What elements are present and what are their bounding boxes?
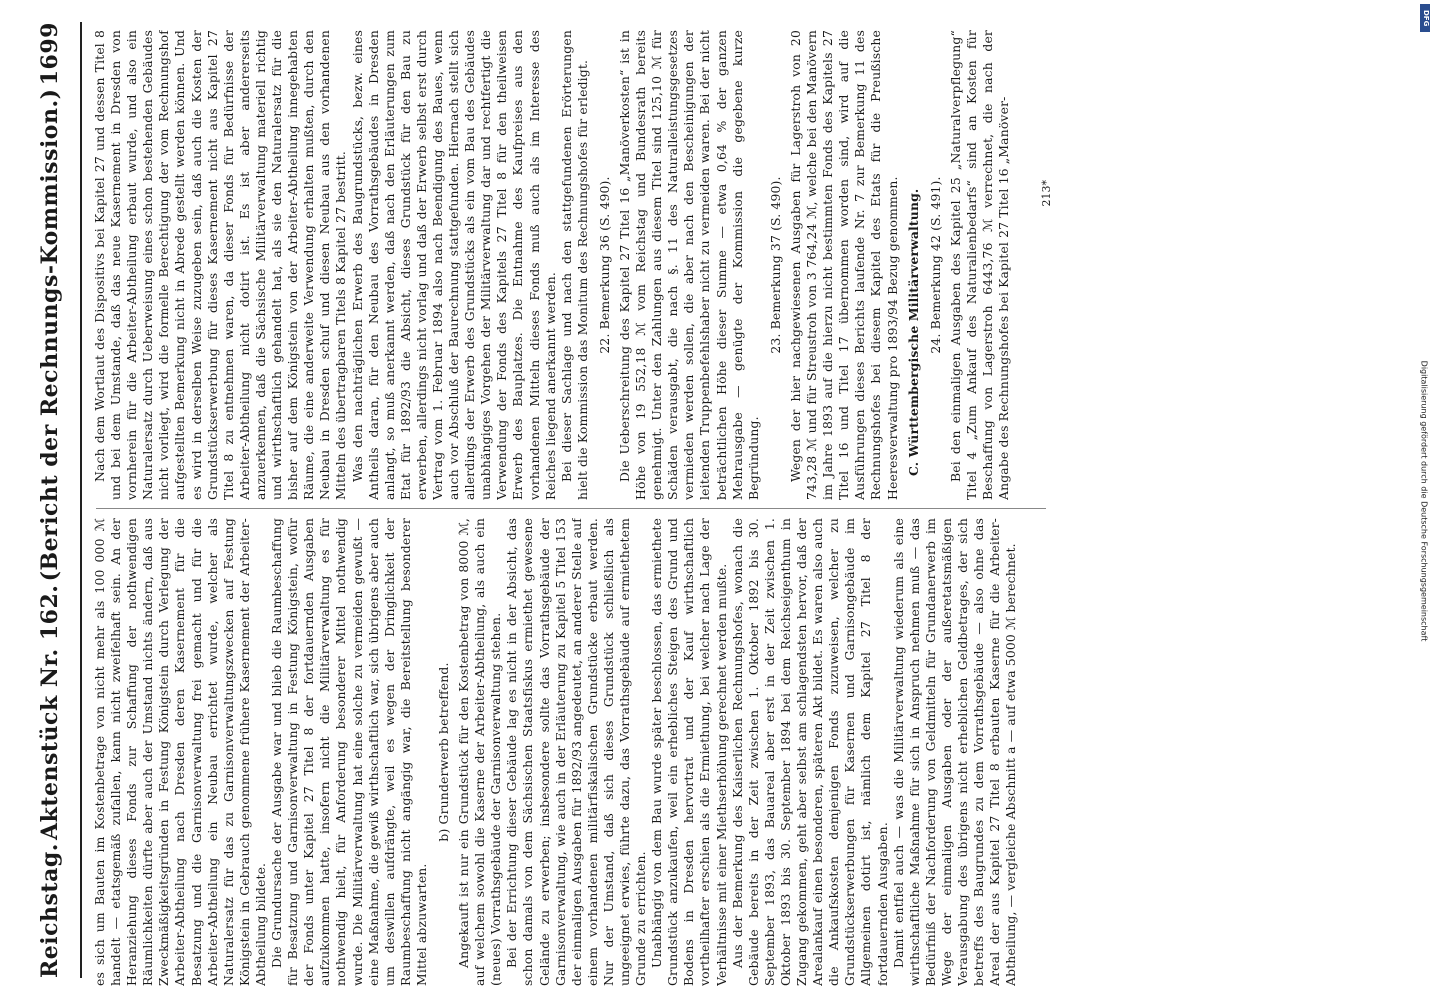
remark-22-heading: 22. Bemerkung 36 (S. 490). (596, 176, 612, 354)
digitization-stamp (1418, 6, 1430, 996)
header-rule (80, 22, 82, 978)
remark-23-heading: 23. Bemerkung 37 (S. 490). (767, 176, 783, 354)
left-paragraph-1: es sich um Bauten im Kostenbetrage von nicht mehr als 100 000 ℳ handelt — etatsgemäß zufallen, kann nicht zweifelhaft sein. An der Heranziehung dieses Fonds zur Schaffung der nothwendigen Räumlichkeiten dürfte aber auch der Umstand nichts ändern, daß aus Zweckmäßigkeitsgründen in Festung Königstein durch Verlegung der Arbeiter-Abtheilung nach Dresden deren Kasernement für die Besatzung und die Garnisonverwaltung frei gemacht und für die Arbeiter-Abtheilung ein Neubau errichtet wurde, welcher als Naturalersatz für das zu Garnisonverwaltungszwecken auf Festung Königstein in Gebrauch genommene frühere Kasernement der Arbeiter-Abtheilung bildete. (92, 518, 268, 986)
left-paragraph-6: Aus der Bemerkung des Kaiserlichen Rechnungshofes, wonach die Gebäude bereits in der Zeit zwischen 1. Oktober 1892 bis 30. September 1893, das Bauareal aber erst in der Zeit zwischen 1. Oktober 1893 bis 30. September 1894 bei dem Reichseigenthum in Zugang gekommen, geht aber selbst am schlagendsten hervor, daß der Arealankauf einen besonderen, späteren Akt bildet. Es waren also auch die Ankaufskosten demjenigen Fonds zuzuweisen, welcher zu Grundstückserwerbungen für Kasernen und Garnisongebäude im Allgemeinen dotirt ist, nämlich dem Kapitel 27 Titel 8 der fortdauernden Ausgaben. (729, 518, 890, 986)
left-paragraph-5: Unabhängig von dem Bau wurde später beschlossen, das ermiethete Grundstück anzukaufen, weil ein erhebliches Steigen des Grund und Bodens in Dresden hervortrat und der Kauf wirthschaftlich vortheilhafter erschien als die Ermiethung, bei welcher nach Lage der Verhältnisse mit einer Miethserhöhung gerechnet werden mußte. (649, 518, 729, 986)
right-paragraph-6: Bei den einmaligen Ausgaben des Kapitel 25 „Naturalverpflegung“ Titel 4 „Zum Ankauf des Naturalienbedarfs“ sind an Kosten für Beschaffung von Lagerstroh 6443,76 ℳ verrechnet, die nach der Angabe des Rechnungshofes bei Kapitel 27 Titel 16 „Manöver- (947, 30, 1012, 500)
header-document-number: Aktenstück Nr. 162. (37, 584, 63, 840)
remark-24-heading: 24. Bemerkung 42 (S. 491). (927, 176, 943, 354)
left-text-column (92, 518, 1052, 986)
left-paragraph-2: Die Grundursache der Ausgabe war und blieb die Raumbeschaffung für Besatzung und Garnisonverwaltung in Festung Königstein, wofür der Fonds unter Kapitel 27 Titel 8 der fortdauernden Ausgaben aufzukommen hatte, insofern nicht die Militärverwaltung es für nothwendig hielt, für Anforderung besonderer Mittel nothwendig wurde. Die Militärverwaltung hat eine solche zu vermeiden gewußt — eine Maßnahme, die gewiß wirthschaftlich war, sich übrigens aber auch um deswillen aufdrängte, weil es wegen der Dringlichkeit der Raumbeschaffung nicht angängig war, die Bereitstellung besonderer Mittel abzuwarten. (269, 518, 429, 986)
header-report-title: (Bericht der Rechnungs-Kommission.) (37, 88, 63, 582)
digitization-stamp-text: Digitalisierung gefördert durch die Deutsche Forschungsgemeinschaft (1419, 360, 1429, 642)
left-paragraph-3: Angekauft ist nur ein Grundstück für den Kostenbetrag von 8000 ℳ, auf welchem sowohl die Kaserne der Arbeiter-Abtheilung, als auch ein (neues) Vorrathsgebäude der Garnisonverwaltung stehen. (456, 518, 504, 986)
header-left-reichstag: Reichstag. (37, 843, 63, 978)
right-text-column (92, 30, 1052, 500)
section-c-heading: C. Württembergische Militärverwaltung. (905, 188, 921, 476)
page-header (30, 22, 70, 978)
left-paragraph-7: Damit entfiel auch — was die Militärverwaltung wiederum als eine wirthschaftliche Maßnahme für sich in Anspruch nehmen muß — das Bedürfniß der Nachforderung von Geldmitteln für Grundanerwerb im Wege der einmaligen Ausgaben oder der außeretatsmäßigen Verausgabung des übrigens nicht erheblichen Geldbetrages, der sich betreffs des Baugrundes zu dem Vorrathsgebäude — also ohne das Areal der aus Kapitel 27 Titel 8 erbauten Kaserne für die Arbeiter-Abtheilung, — vergleiche Abschnitt a — auf etwa 5000 ℳ berechnet. (890, 518, 1019, 986)
right-paragraph-2: Was den nachträglichen Erwerb des Baugrundstücks, bezw. eines Antheils daran, für den Neubau des Vorrathsgebäudes in Dresden anlangt, so muß anerkannt werden, daß nach den Erläuterungen zum Etat für 1892/93 die Absicht, dieses Grundstück für den Bau zu erwerben, allerdings nicht vorlag und daß der Erwerb selbst erst durch Vertrag vom 1. Februar 1894 also nach Beendigung des Baues, wenn auch vor Abschluß der Baurechnung stattgefunden. Hiernach stellt sich allerdings der Erwerb des Grundstücks als ein vom Bau des Gebäudes unabhängiges Vorgehen der Militärverwaltung dar und rechtfertigt die Verwendung der Fonds des Kapitels 27 Titel 8 für den theilweisen Erwerb des Bauplatzes. Die Entnahme des Kaufpreises aus den vorhandenen Mitteln dieses Fonds muß auch als im Interesse des Reiches liegend anerkannt werden. (349, 30, 558, 500)
signature-mark: 213* (1040, 180, 1053, 207)
left-paragraph-4: Bei der Errichtung dieser Gebäude lag es nicht in der Absicht, das schon damals von dem Sächsischen Staatsfiskus ermiethet gewesene Gelände zu erwerben; insbesondere sollte das Vorrathsgebäude der Garnisonverwaltung, wie auch in der Erläuterung zu Kapitel 5 Titel 153 der einmaligen Ausgaben für 1892/93 angedeutet, an anderer Stelle auf einem vorhandenen militärfiskalischen Grundstücke erbaut werden. Nur der Umstand, daß sich dieses Grundstück schließlich als ungeeignet erwies, führte dazu, das Vorrathsgebäude auf ermiethetem Grunde zu errichten. (504, 518, 649, 986)
right-paragraph-4: Die Ueberschreitung des Kapitel 27 Titel 16 „Manöverkosten“ ist in Höhe von 19 552,18 ℳ vom Reichstag und Bundesrath bereits genehmigt. Unter den Zahlungen aus diesem Titel sind 125,10 ℳ für Schäden verausgabt, die nach §. 11 des Naturalleistungsgesetzes vermieden werden sollen, die aber nach den Bescheinigungen der leitenden Truppenbefehlshaber nicht zu vermeiden waren. Bei der nicht beträchtlichen Höhe dieser Summe — etwa 0,64 % der ganzen Mehrausgabe — genügte der Kommission die gegebene kurze Begründung. (617, 30, 761, 500)
page-number: 1699 (37, 22, 63, 86)
column-divider (96, 508, 1046, 509)
dfg-logo: DFG (1420, 4, 1430, 32)
right-paragraph-5: Wegen der hier nachgewiesenen Ausgaben für Lagerstroh von 20 743,28 ℳ und für Streustroh von 3 764,24 ℳ, welche bei den Manövern im Jahre 1893 auf die hierzu nicht bestimmten Fonds des Kapitels 27 Titel 16 und Titel 17 übernommen worden sind, wird auf die Ausführungen dieses Berichts laufende Nr. 7 zur Bemerkung 11 des Rechnungshofes bei diesem Kapitel des Etats für die Preußische Heeresverwaltung pro 1893/94 Bezug genommen. (787, 30, 900, 500)
section-b-heading: b) Grunderwerb betreffend. (435, 662, 451, 842)
right-paragraph-3: Bei dieser Sachlage und nach den stattgefundenen Erörterungen hielt die Kommission das Monitum des Rechnungshofes für erledigt. (558, 30, 590, 500)
right-paragraph-1: Nach dem Wortlaut des Dispositivs bei Kapitel 27 und dessen Titel 8 und bei dem Umstande, daß das neue Kasernement in Dresden von vornherein für die Arbeiter-Abtheilung erbaut wurde, und also ein Naturalersatz durch Ueberweisung eines schon bestehenden Gebäudes nicht vorliegt, wird die formelle Berechtigung der vom Rechnungshof aufgestellten Bemerkung nicht in Abrede gestellt werden können. Und es wird in derselben Weise zuzugeben sein, daß auch die Kosten der Grundstückserwerbung für dieses Kasernement nicht aus Kapitel 27 Titel 8 zu entnehmen waren, da dieser Fonds für Bedürfnisse der Arbeiter-Abtheilung nicht dotirt ist. Es ist aber andererseits anzuerkennen, daß die Sächsische Militärverwaltung materiell richtig und wirthschaftlich gehandelt hat, als sie den Naturalersatz für die bisher auf dem Königstein von der Arbeiter-Abtheilung innegehabten Räume, die eine anderweite Verwendung erhalten mußten, durch den Neubau in Dresden schuf und diesen Neubau aus den vorhandenen Mitteln des übertragbaren Titels 8 Kapitel 27 bestritt. (92, 30, 349, 500)
